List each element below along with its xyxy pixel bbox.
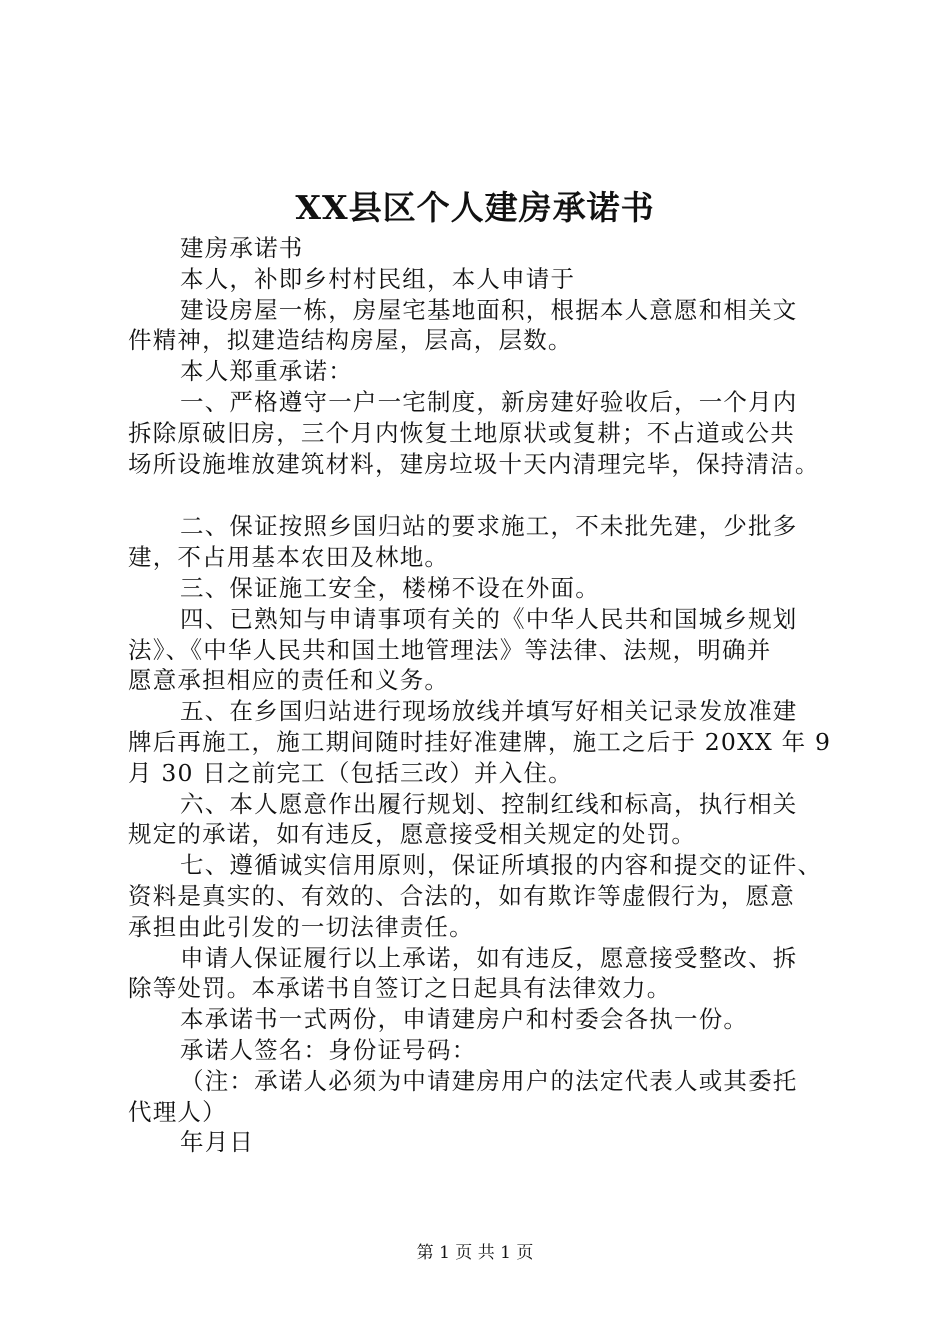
paragraph-line: 法》、《中华人民共和国土地管理法》等法律、法规，明确并 xyxy=(128,635,772,664)
paragraph-line: 规定的承诺，如有违反，愿意接受相关规定的处罚。 xyxy=(128,820,697,849)
document-body xyxy=(128,233,838,1158)
paragraph-line: 本承诺书一式两份，申请建房户和村委会各执一份。 xyxy=(180,1005,749,1034)
paragraph-line: 代理人） xyxy=(128,1097,227,1126)
blank-line xyxy=(128,479,838,511)
paragraph-line: 资料是真实的、有效的、合法的，如有欺诈等虚假行为，愿意 xyxy=(128,881,795,910)
date-line: 年月日 xyxy=(180,1128,255,1157)
paragraph-line: 四、已熟知与申请事项有关的《中华人民共和国城乡规划 xyxy=(180,604,798,633)
paragraph-line: 场所设施堆放建筑材料，建房垃圾十天内清理完毕，保持清洁。 xyxy=(128,449,820,478)
paragraph-line: 拆除原破旧房，三个月内恢复土地原状或复耕；不占道或公共 xyxy=(128,418,795,447)
paragraph-line: 五、在乡国归站进行现场放线并填写好相关记录发放准建 xyxy=(180,697,798,726)
paragraph-line: 除等处罚。本承诺书自签订之日起具有法律效力。 xyxy=(128,974,672,1003)
paragraph-line: 承担由此引发的一切法律责任。 xyxy=(128,912,474,941)
paragraph-line: 建房承诺书 xyxy=(180,234,304,262)
paragraph-line: 本人，补即乡村村民组，本人申请于 xyxy=(180,264,576,293)
paragraph-line: 本人郑重承诺： xyxy=(180,357,353,386)
paragraph-line: 一、严格遵守一户一宅制度，新房建好验收后，一个月内 xyxy=(180,387,798,416)
paragraph-line: 件精神，拟建造结构房屋，层高，层数。 xyxy=(128,326,573,355)
paragraph-line: 三、保证施工安全，楼梯不设在外面。 xyxy=(180,573,600,602)
paragraph-line: （注：承诺人必须为中请建房用户的法定代表人或其委托 xyxy=(180,1066,798,1095)
page-footer: 第 1 页 共 1 页 xyxy=(416,1243,534,1263)
paragraph-line: 牌后再施工，施工期间随时挂好准建牌，施工之后于 20XX 年 9 xyxy=(128,727,832,756)
paragraph-line: 建，不占用基本农田及林地。 xyxy=(128,543,450,572)
paragraph-line: 申请人保证履行以上承诺，如有违反，愿意接受整改、拆 xyxy=(180,943,798,972)
paragraph-line: 承诺人签名：身份证号码： xyxy=(180,1035,477,1064)
paragraph-line: 愿意承担相应的责任和义务。 xyxy=(128,666,450,695)
paragraph-line: 建设房屋一栋，房屋宅基地面积，根据本人意愿和相关文 xyxy=(180,295,798,324)
paragraph-line: 七、遵循诚实信用原则，保证所填报的内容和提交的证件、 xyxy=(180,851,823,880)
paragraph-line: 月 30 日之前完工（包括三改）并入住。 xyxy=(128,758,573,787)
document-title: XX县区个人建房承诺书 xyxy=(295,188,655,227)
paragraph-line: 二、保证按照乡国归站的要求施工，不未批先建，少批多 xyxy=(180,512,798,541)
paragraph-line: 六、本人愿意作出履行规划、控制红线和标高，执行相关 xyxy=(180,789,798,818)
